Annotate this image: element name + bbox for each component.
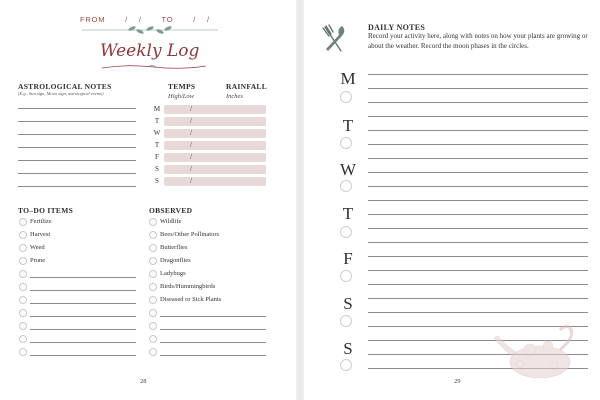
notes-line[interactable] xyxy=(368,144,588,145)
day-letter-wed: W xyxy=(339,160,357,179)
observed-checkbox[interactable] xyxy=(149,335,157,343)
notes-line[interactable] xyxy=(368,158,588,159)
notes-line[interactable] xyxy=(368,172,588,173)
observed-item-label: Ladybugs xyxy=(160,270,186,277)
notes-line[interactable] xyxy=(368,88,588,89)
notes-line[interactable] xyxy=(368,312,588,313)
observed-item-label: Wildlife xyxy=(160,218,182,225)
observed-blank-line[interactable] xyxy=(160,329,266,330)
todo-checkbox[interactable] xyxy=(19,218,27,226)
todo-checkbox[interactable] xyxy=(19,257,27,265)
todo-item-label: Harvest xyxy=(30,231,51,238)
to-label: TO xyxy=(161,15,174,24)
todo-blank-line[interactable] xyxy=(30,342,136,343)
notes-line[interactable] xyxy=(368,102,588,103)
moon-phase-circle[interactable] xyxy=(340,315,352,327)
todo-checkbox[interactable] xyxy=(19,335,27,343)
astro-line[interactable] xyxy=(18,134,136,135)
notes-line[interactable] xyxy=(368,186,588,187)
todo-blank-line[interactable] xyxy=(30,277,136,278)
observed-checkbox[interactable] xyxy=(149,231,157,239)
watering-can-illustration-icon xyxy=(490,316,588,382)
astro-line[interactable] xyxy=(18,160,136,161)
notes-line[interactable] xyxy=(368,270,588,271)
rain-field[interactable] xyxy=(225,105,266,114)
todo-heading: TO–DO ITEMS xyxy=(18,206,74,215)
todo-checkbox[interactable] xyxy=(19,296,27,304)
observed-heading: OBSERVED xyxy=(149,206,193,215)
left-page xyxy=(0,0,296,400)
moon-phase-circle[interactable] xyxy=(340,359,352,371)
todo-checkbox[interactable] xyxy=(19,270,27,278)
todo-blank-line[interactable] xyxy=(30,329,136,330)
day-letter-sat: S xyxy=(343,294,353,313)
temp-slash: / xyxy=(190,105,192,113)
temps-subheading: High/Low xyxy=(168,93,195,100)
observed-blank-line[interactable] xyxy=(160,316,266,317)
temp-slash: / xyxy=(190,117,192,125)
moon-phase-circle[interactable] xyxy=(340,180,352,192)
from-label: FROM xyxy=(80,15,106,24)
rain-field[interactable] xyxy=(225,177,266,186)
moon-phase-circle[interactable] xyxy=(340,91,352,103)
todo-checkbox[interactable] xyxy=(19,309,27,317)
notes-line[interactable] xyxy=(368,242,588,243)
date-slash: / xyxy=(193,15,197,24)
notes-line[interactable] xyxy=(368,298,588,299)
todo-checkbox[interactable] xyxy=(19,231,27,239)
todo-blank-line[interactable] xyxy=(30,303,136,304)
astro-line[interactable] xyxy=(18,121,136,122)
date-slash: / xyxy=(206,15,210,24)
todo-checkbox[interactable] xyxy=(19,348,27,356)
notes-line[interactable] xyxy=(368,284,588,285)
day-letter-sat: S xyxy=(155,165,159,173)
day-letter-wed: W xyxy=(153,129,161,137)
title-flourish-icon xyxy=(98,62,210,72)
todo-item-label: Weed xyxy=(30,244,45,251)
rain-field[interactable] xyxy=(225,165,266,174)
notes-line[interactable] xyxy=(368,74,588,75)
temp-slash: / xyxy=(190,129,192,137)
rainfall-heading: RAINFALL xyxy=(226,82,268,91)
page-number: 29 xyxy=(454,378,461,385)
todo-checkbox[interactable] xyxy=(19,283,27,291)
day-letter-fri: F xyxy=(343,249,353,268)
rain-field[interactable] xyxy=(225,129,266,138)
observed-item-label: Diseased or Sick Plants xyxy=(160,296,222,303)
observed-blank-line[interactable] xyxy=(160,342,266,343)
moon-phase-circle[interactable] xyxy=(340,270,352,282)
notes-line[interactable] xyxy=(368,256,588,257)
observed-item-label: Bees/Other Pollinators xyxy=(160,231,220,238)
date-slash: / xyxy=(138,15,142,24)
todo-item-label: Fertilize xyxy=(30,218,52,225)
astro-line[interactable] xyxy=(18,173,136,174)
observed-checkbox[interactable] xyxy=(149,322,157,330)
rain-field[interactable] xyxy=(225,141,266,150)
page-title: Weekly Log xyxy=(100,41,200,61)
todo-blank-line[interactable] xyxy=(30,316,136,317)
astro-hint: (E.g., Sun sign, Moon sign, astrological events) xyxy=(18,91,104,96)
observed-checkbox[interactable] xyxy=(149,257,157,265)
todo-blank-line[interactable] xyxy=(30,290,136,291)
notes-line[interactable] xyxy=(368,116,588,117)
observed-blank-line[interactable] xyxy=(160,355,266,356)
daily-notes-heading: DAILY NOTES xyxy=(368,23,426,32)
right-page xyxy=(304,0,600,400)
leaf-ornament-icon xyxy=(80,25,220,35)
observed-checkbox[interactable] xyxy=(149,218,157,226)
book-gutter xyxy=(296,0,304,400)
day-letter-fri: F xyxy=(155,153,159,161)
astro-line[interactable] xyxy=(18,108,136,109)
moon-phase-circle[interactable] xyxy=(340,226,352,238)
day-letter-thu: T xyxy=(342,204,354,223)
temp-slash: / xyxy=(190,177,192,185)
moon-phase-circle[interactable] xyxy=(340,137,352,149)
day-letter-sun: S xyxy=(343,339,353,358)
observed-checkbox[interactable] xyxy=(149,270,157,278)
observed-checkbox[interactable] xyxy=(149,283,157,291)
date-range xyxy=(80,15,220,24)
notes-line[interactable] xyxy=(368,214,588,215)
notes-line[interactable] xyxy=(368,200,588,201)
observed-checkbox[interactable] xyxy=(149,309,157,317)
day-letter-mon: M xyxy=(153,105,161,113)
day-letter-thu: T xyxy=(154,141,160,149)
notes-line[interactable] xyxy=(368,130,588,131)
day-letter-mon: M xyxy=(340,69,356,88)
temp-slash: / xyxy=(190,165,192,173)
day-letter-tue: T xyxy=(154,117,160,125)
observed-checkbox[interactable] xyxy=(149,348,157,356)
observed-checkbox[interactable] xyxy=(149,244,157,252)
todo-checkbox[interactable] xyxy=(19,244,27,252)
day-letter-tue: T xyxy=(342,116,354,135)
daily-notes-description: Record your activity here, along with notes on how your plants are growing or about the weather. Record the moon phases in the circles. xyxy=(368,32,588,50)
observed-checkbox[interactable] xyxy=(149,296,157,304)
observed-item-label: Butterflies xyxy=(160,244,188,251)
todo-blank-line[interactable] xyxy=(30,355,136,356)
rain-field[interactable] xyxy=(225,117,266,126)
todo-item-label: Prune xyxy=(30,257,46,264)
notes-line[interactable] xyxy=(368,228,588,229)
observed-item-label: Dragonflies xyxy=(160,257,191,264)
astro-line[interactable] xyxy=(18,186,136,187)
temp-slash: / xyxy=(190,153,192,161)
observed-item-label: Birds/Hummingbirds xyxy=(160,283,216,290)
temps-heading: TEMPS xyxy=(168,82,196,91)
rain-field[interactable] xyxy=(225,153,266,162)
todo-checkbox[interactable] xyxy=(19,322,27,330)
day-letter-sun: S xyxy=(155,177,159,185)
astro-line[interactable] xyxy=(18,147,136,148)
date-slash: / xyxy=(125,15,128,24)
rainfall-subheading: Inches xyxy=(226,93,243,100)
temp-slash: / xyxy=(190,141,192,149)
astro-heading: ASTROLOGICAL NOTES xyxy=(18,82,112,91)
page-number: 28 xyxy=(140,378,147,385)
fork-trowel-icon xyxy=(320,23,348,55)
